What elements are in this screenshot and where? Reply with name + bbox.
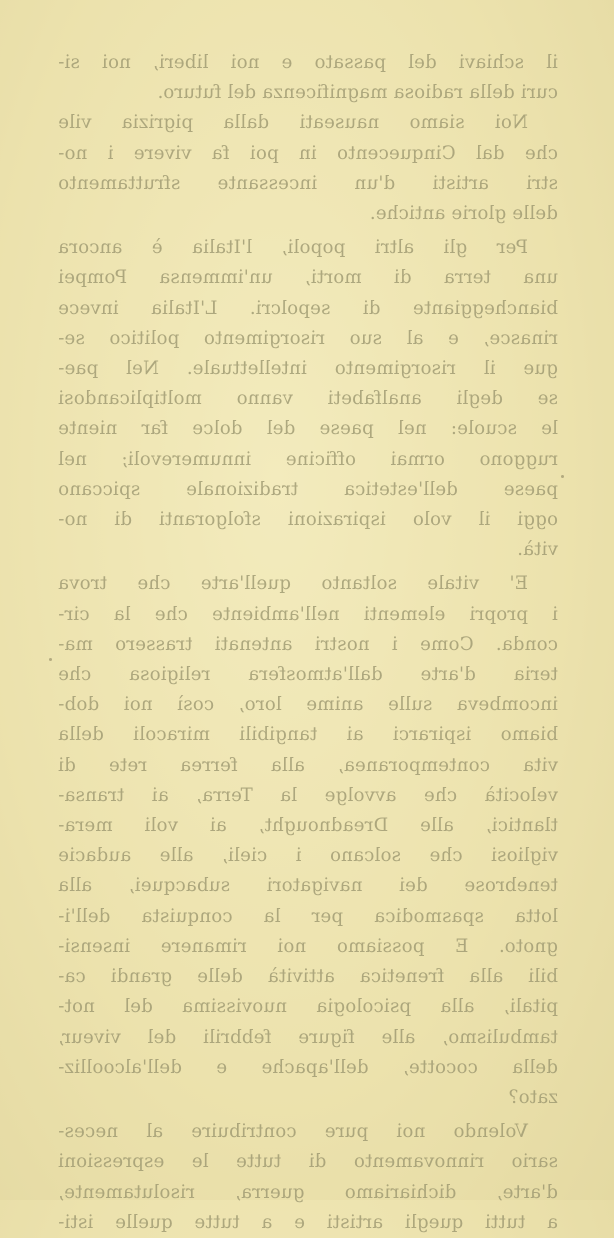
text-line: oggi il volo ispirazioni sfolgoranti di no- bbox=[58, 509, 558, 531]
text-line: biancheggiante di sepolcri. L'Italia invece bbox=[58, 297, 558, 319]
text-line: incombeva sulle anime loro, così noi dob- bbox=[58, 694, 558, 716]
text-line: velocità che avvolge la Terra, ai transa- bbox=[58, 784, 558, 806]
text-line: vita contemporanea, alla ferrea rete di bbox=[58, 754, 558, 776]
paragraph-2 bbox=[58, 108, 558, 229]
text-line: tlantici, alle Dreadnought, ai voli mera- bbox=[58, 815, 558, 837]
text-line: biamo ispirarci ai tangibili miracoli della bbox=[58, 724, 558, 746]
text-line: curi della radiosa magnificenza del futuro. bbox=[157, 82, 558, 104]
text-line: che dal Cinquecento in poi fa vivere i no- bbox=[58, 142, 558, 164]
text-line: vigliosi che solcano i cieli, alle audacie bbox=[58, 845, 558, 867]
text-line: i propri elementi nell'ambiente che la cir- bbox=[58, 603, 558, 625]
text-line: E' vitale soltanto quell'arte che trova bbox=[58, 573, 528, 595]
paper-speck bbox=[49, 658, 52, 661]
text-line: le scuole: nel paese del dolce far niente bbox=[58, 418, 558, 440]
show-through-text bbox=[58, 48, 558, 1238]
text-line: il schiavi del passato e noi liberi, noi si- bbox=[58, 52, 558, 73]
text-line: lotta spasmodica per la conquista dell'i- bbox=[58, 905, 558, 927]
paper-speck bbox=[561, 475, 564, 478]
text-line: conda. Come i nostri antenati trassero ma- bbox=[58, 633, 558, 655]
text-line: pitali, alla psicologia nuovissima del not- bbox=[58, 996, 558, 1018]
text-line: d'arte, dichiariamo guerra, risolutamente, bbox=[58, 1181, 558, 1203]
text-line: Per gli altri popoli, l'Italia è ancora bbox=[58, 237, 528, 259]
text-line: rinasce, e al suo risorgimento politico se- bbox=[58, 327, 558, 349]
text-line: Volendo noi pure contribuire al neces- bbox=[58, 1121, 528, 1143]
text-line: delle glorie antiche. bbox=[369, 203, 558, 225]
paragraph-1 bbox=[58, 48, 558, 108]
text-line: una terra di morti, un'immensa Pompei bbox=[58, 267, 558, 289]
text-line: sario rinnovamento di tutte le espressioni bbox=[58, 1151, 558, 1173]
paragraph-3 bbox=[58, 233, 558, 565]
paragraph-5 bbox=[58, 1117, 558, 1238]
text-line: paese dell'estetica tradizionale spiccano bbox=[58, 478, 558, 500]
text-line: vità. bbox=[516, 539, 558, 561]
text-line: teria d'arte dall'atmosfera religiosa che bbox=[58, 664, 558, 686]
text-line: tambulismo, alle figure febbrili del viveur, bbox=[58, 1026, 558, 1048]
text-line: se degli analfabeti vanno moltiplicandosi bbox=[58, 388, 558, 410]
paragraph-4 bbox=[58, 569, 558, 1113]
text-line: della cocotte, dell'apache e dell'alcoolliz- bbox=[58, 1056, 558, 1078]
text-line: ruggono ormai officine innumerevoli; nel bbox=[58, 448, 558, 470]
text-line: tenebrose dei navigatori subacquei, alla bbox=[58, 875, 558, 897]
text-line: bili alla frenetica attività delle grandi ca- bbox=[58, 966, 558, 988]
text-line: stri artisti d'un incessante sfruttamento bbox=[58, 172, 558, 194]
text-line: gue il risorgimento intellettuale. Nel pae- bbox=[58, 358, 558, 380]
text-line: gnoto. E possiamo noi rimanere insensi- bbox=[58, 935, 558, 957]
text-line: zato? bbox=[508, 1086, 558, 1108]
text-line: a tutti quegli artisti e a tutte quelle isti- bbox=[58, 1211, 558, 1233]
text-line: Noi siamo nauseati dalla pigrizia vile bbox=[58, 112, 528, 134]
